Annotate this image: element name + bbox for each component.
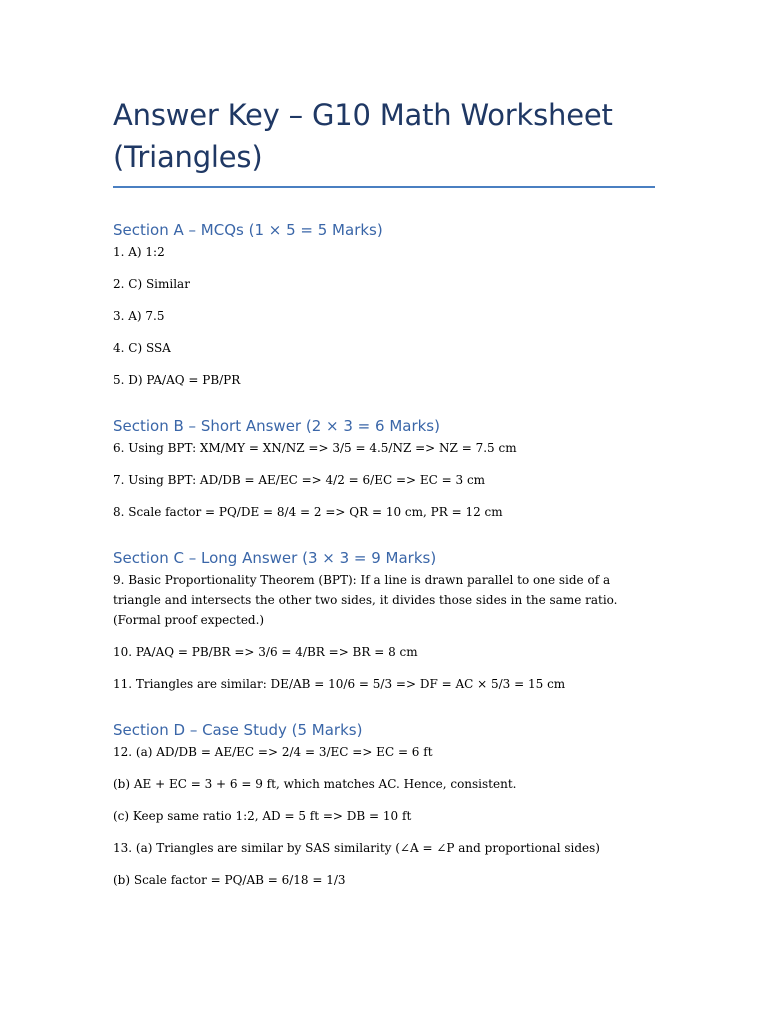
answer-item: 12. (a) AD/DB = AE/EC => 2/4 = 3/EC => EC = 6 ft	[113, 745, 433, 759]
document-page	[113, 0, 658, 890]
section-d	[113, 720, 658, 890]
answer-item: (c) Keep same ratio 1:2, AD = 5 ft => DB = 10 ft	[113, 809, 412, 823]
answer-item: 2. C) Similar	[113, 277, 190, 291]
answer-item: (b) AE + EC = 3 + 6 = 9 ft, which matches AC. Hence, consistent.	[113, 777, 517, 791]
section-c	[113, 548, 658, 694]
answer-item: 8. Scale factor = PQ/DE = 8/4 = 2 => QR = 10 cm, PR = 12 cm	[113, 505, 503, 519]
answer-item: 4. C) SSA	[113, 341, 171, 355]
answer-item: 6. Using BPT: XM/MY = XN/NZ => 3/5 = 4.5/NZ => NZ = 7.5 cm	[113, 441, 517, 455]
section-d-heading: Section D – Case Study (5 Marks)	[113, 721, 363, 739]
answer-item: 1. A) 1:2	[113, 245, 165, 259]
answer-item: 7. Using BPT: AD/DB = AE/EC => 4/2 = 6/EC => EC = 3 cm	[113, 473, 486, 487]
section-b-heading: Section B – Short Answer (2 × 3 = 6 Marks)	[113, 417, 440, 435]
answer-item: 5. D) PA/AQ = PB/PR	[113, 373, 241, 387]
answer-item: 13. (a) Triangles are similar by SAS similarity (∠A = ∠P and proportional sides)	[113, 841, 600, 855]
answer-item: (b) Scale factor = PQ/AB = 6/18 = 1/3	[113, 873, 346, 887]
answer-item: 11. Triangles are similar: DE/AB = 10/6 = 5/3 => DF = AC × 5/3 = 15 cm	[113, 677, 566, 691]
title-divider	[113, 186, 655, 188]
section-a-heading: Section A – MCQs (1 × 5 = 5 Marks)	[113, 221, 383, 239]
section-b	[113, 416, 658, 522]
section-a	[113, 220, 658, 390]
answer-item: 9. Basic Proportionality Theorem (BPT): If a line is drawn parallel to one side of a triangle and intersects the other two sides, it divides those sides in the same ratio. (Formal proof expected.)	[113, 573, 618, 627]
document-title: Answer Key – G10 Math Worksheet (Triangles)	[113, 98, 613, 174]
answer-item: 3. A) 7.5	[113, 309, 165, 323]
answer-item: 10. PA/AQ = PB/BR => 3/6 = 4/BR => BR = 8 cm	[113, 645, 418, 659]
section-c-heading: Section C – Long Answer (3 × 3 = 9 Marks)	[113, 549, 437, 567]
